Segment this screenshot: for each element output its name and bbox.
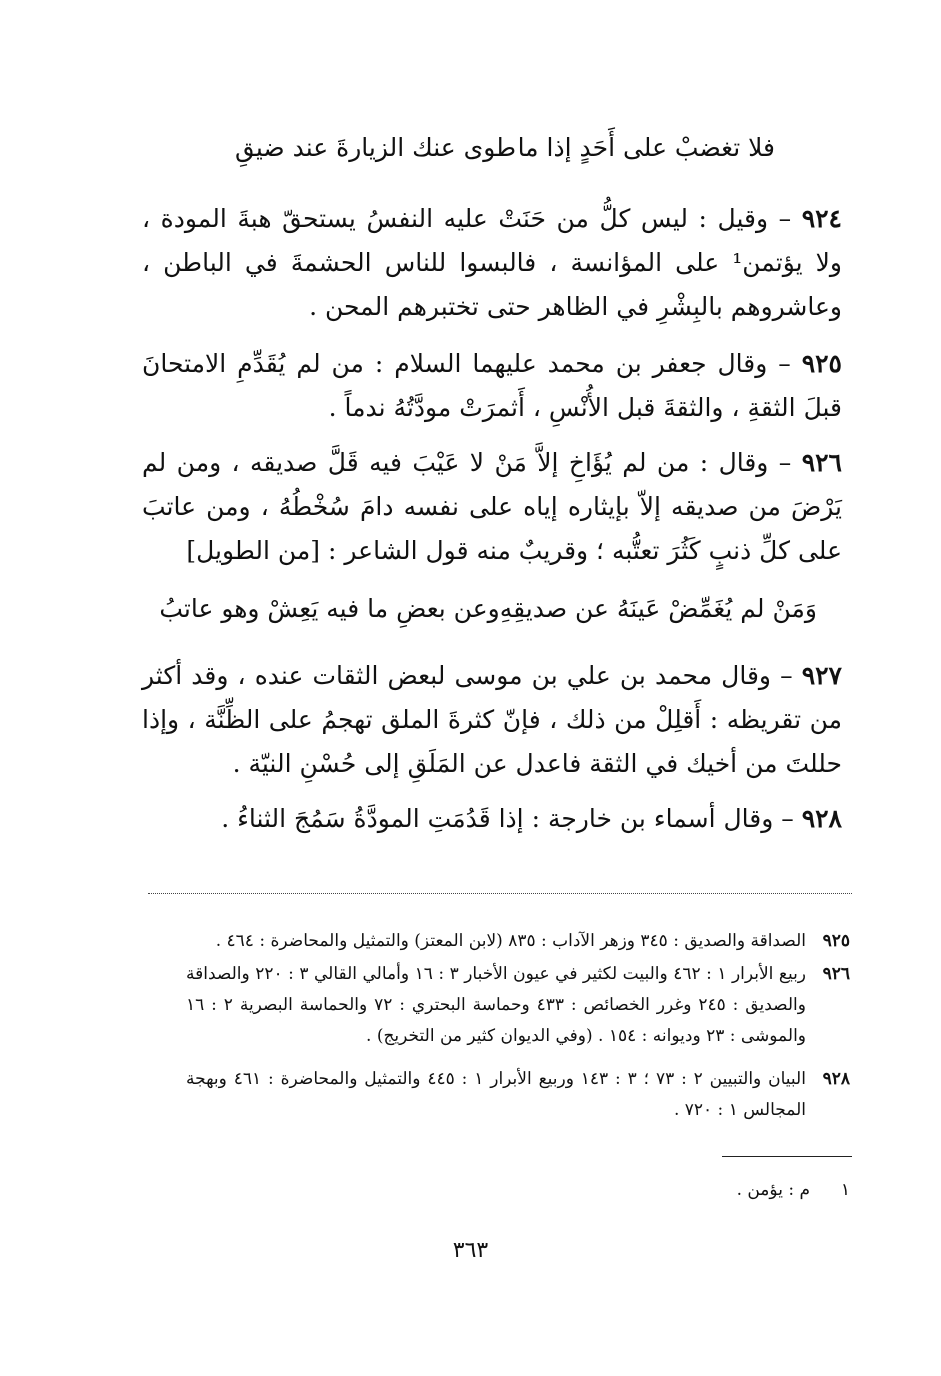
verse-1-second-hemistich: طوى عنك الزيارةَ عند ضيقِ — [235, 133, 517, 162]
note-925 — [186, 926, 850, 957]
paragraph-number: ٩٢٤ — [801, 204, 842, 233]
paragraph-text: – وقال : من لم يُؤَاخِ إلاَّ مَنْ لا عَيْبَ فيه قَلَّ صديقه ، ومن لم يَرْضَ من صديقه إلاّ بإيثاره إياه على نفسه دامَ سُخْطُهُ ، ومن عاتبَ على كلِّ ذنبٍ كَثُرَ تعتُّبه ؛ وقريبٌ منه قول الشاعر : [من الطويل] — [142, 448, 842, 565]
verse-2-first-hemistich: وَمَنْ لم يُغَمِّضْ عَينَهُ عن صديقِهِ — [499, 594, 817, 623]
note-926 — [186, 959, 850, 1052]
paragraph-number: ٩٢٧ — [801, 661, 842, 690]
page-number: ٣٦٣ — [452, 1238, 489, 1263]
paragraph-925 — [142, 342, 842, 430]
verse-2-second-hemistich: وعن بعضِ ما فيه يَعِشْ وهو عاتبُ — [159, 594, 500, 623]
paragraph-text: – وقال جعفر بن محمد عليهما السلام : من لم يُقَدِّمِ الامتحانَ قبلَ الثقةِ ، والثقةَ قبل الأُنْسِ ، أَثمرَتْ مودَّتُهُ ندماً . — [142, 349, 842, 422]
note-text: الصداقة والصديق : ٣٤٥ وزهر الآداب : ٨٣٥ (لابن المعتز) والتمثيل والمحاضرة : ٤٦٤ . — [215, 931, 806, 951]
verse-1-first-hemistich: فلا تغضبْ على أَحَدٍ إذا ما — [517, 133, 775, 162]
paragraph-text: – وقيل : ليس كلُّ من حَنَتْ عليه النفسُ يستحقّ هبةَ المودة ، ولا يؤتمن¹ على المؤانسة ، فالبسوا للناس الحشمةَ في الباطن ، وعاشروهم بالبِشْرِ في الظاهر حتى تختبرهم المحن . — [142, 204, 842, 321]
footnote-text: م : يؤمن . — [736, 1180, 810, 1200]
note-text: البيان والتبيين ٢ : ٧٣ ؛ ٣ : ١٤٣ وربيع الأبرار ١ : ٤٤٥ والتمثيل والمحاضرة : ٤٦١ وبهجة المجالس ١ : ٧٢٠ . — [186, 1069, 806, 1120]
paragraph-928 — [142, 797, 842, 841]
paragraph-text: – وقال محمد بن علي بن موسى لبعض الثقات عنده ، وقد أكثر من تقريظه : أَقلِلْ من ذلك ، فإنّ كثرةَ الملق تهجمُ على الظِّنَّة ، وإذا حللتَ من أخيك في الثقة فاعدل عن المَلَقِ إلى حُسْنِ النيّة . — [142, 661, 842, 778]
footnote-divider — [722, 1156, 852, 1157]
paragraph-number: ٩٢٦ — [801, 448, 842, 477]
note-text: ربيع الأبرار ١ : ٤٦٢ والبيت لكثير في عيون الأخبار ٣ : ١٦ وأمالي القالي ٣ : ٢٢٠ والصداقة والصديق : ٢٤٥ وغرر الخصائص : ٤٣٣ وحماسة البحتري : ٧٢ والحماسة البصرية ٢ : ١٦ والموشى : ٢٣ وديوانه : ١٥٤ . (وفي الديوان كثير من التخريج) . — [186, 964, 807, 1046]
paragraph-number: ٩٢٥ — [801, 349, 842, 378]
paragraph-924 — [142, 197, 842, 329]
paragraph-text: – وقال أسماء بن خارجة : إذا قَدُمَتِ المودَّةُ سَمُجَ الثناءُ . — [221, 804, 802, 833]
paragraph-926 — [142, 441, 842, 573]
note-number: ٩٢٥ — [822, 931, 850, 951]
verse-2 — [159, 589, 817, 629]
paragraph-927 — [142, 654, 842, 786]
note-number: ٩٢٦ — [822, 964, 850, 984]
verse-1 — [235, 128, 775, 168]
note-928 — [186, 1064, 850, 1126]
paragraph-number: ٩٢٨ — [801, 804, 842, 833]
note-number: ٩٢٨ — [822, 1069, 850, 1089]
footnote-number: ١ — [840, 1180, 850, 1200]
footnote-1 — [600, 1176, 850, 1204]
notes-divider — [148, 893, 852, 894]
